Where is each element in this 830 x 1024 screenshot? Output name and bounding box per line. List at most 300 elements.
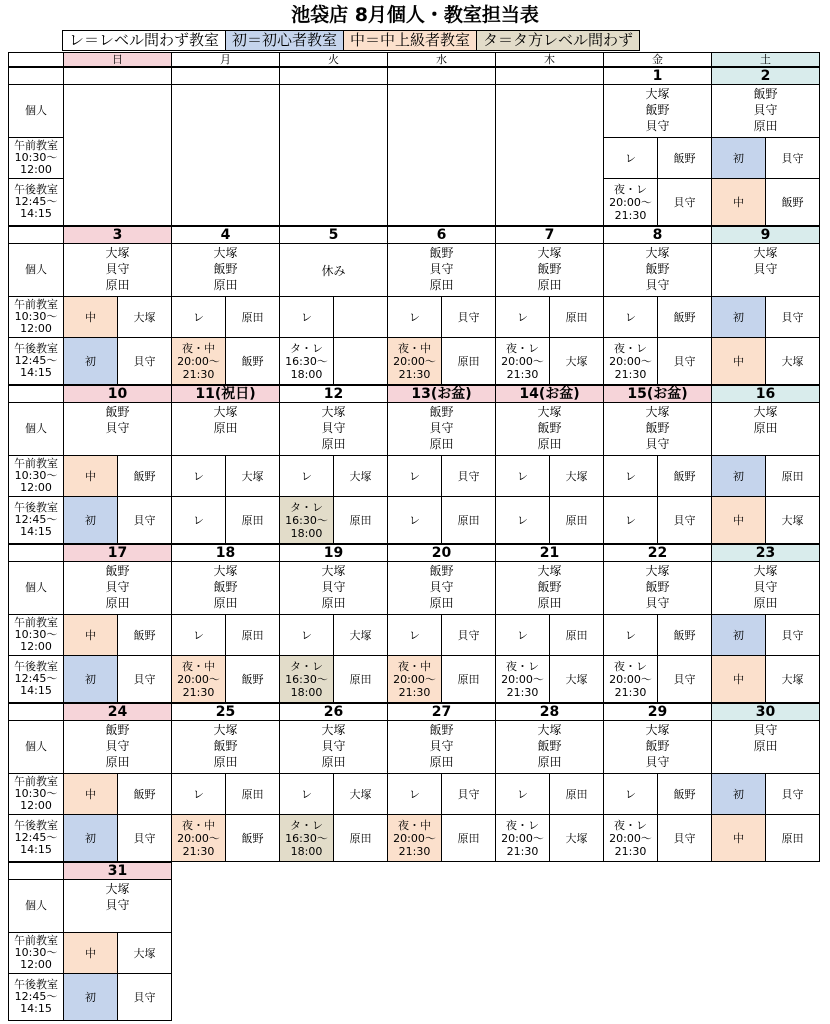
afternoon-label-line: 12:45～ bbox=[14, 195, 58, 208]
staff-name: 原田 bbox=[213, 421, 238, 435]
morning-class-code: レ bbox=[603, 296, 658, 338]
afternoon-class-code: タ・レ 16:30～ 18:00 bbox=[279, 814, 334, 862]
empty-day bbox=[171, 84, 280, 226]
afternoon-class-code: 初 bbox=[63, 655, 118, 703]
date-number: 16 bbox=[711, 384, 820, 403]
afternoon-class-code: 夜・レ 20:00～ 21:30 bbox=[603, 178, 658, 226]
staff-name: 貝守 bbox=[645, 755, 670, 769]
morning-class-code: レ bbox=[495, 296, 550, 338]
individual-staff bbox=[171, 243, 280, 297]
afternoon-class-staff: 貝守 bbox=[117, 973, 172, 1021]
morning-class-staff: 飯野 bbox=[657, 614, 712, 656]
date-label-blank bbox=[8, 225, 64, 244]
date-number: 20 bbox=[387, 543, 496, 562]
row-label-afternoon bbox=[8, 973, 64, 1021]
individual-staff bbox=[279, 243, 388, 297]
morning-label-line: 午前教室 bbox=[14, 457, 58, 470]
morning-label-line: 12:00 bbox=[20, 163, 52, 176]
individual-staff bbox=[171, 402, 280, 456]
afternoon-class-staff: 貝守 bbox=[117, 337, 172, 385]
row-label-afternoon bbox=[8, 496, 64, 544]
morning-class-code: 中 bbox=[63, 932, 118, 974]
empty-date bbox=[171, 66, 280, 85]
morning-class-code: レ bbox=[603, 455, 658, 497]
date-number: 11(祝日) bbox=[171, 384, 280, 403]
staff-name: 原田 bbox=[753, 596, 778, 610]
staff-name: 貝守 bbox=[321, 739, 346, 753]
date-number: 30 bbox=[711, 702, 820, 721]
afternoon-class-staff: 貝守 bbox=[117, 814, 172, 862]
morning-class-staff: 大塚 bbox=[549, 455, 604, 497]
date-number: 18 bbox=[171, 543, 280, 562]
staff-name: 貝守 bbox=[753, 103, 778, 117]
afternoon-class-staff bbox=[333, 337, 388, 385]
morning-class-code: レ bbox=[603, 773, 658, 815]
row-label-individual: 個人 bbox=[8, 402, 64, 456]
afternoon-class-staff: 飯野 bbox=[765, 178, 820, 226]
afternoon-class-staff: 大塚 bbox=[765, 337, 820, 385]
afternoon-class-staff: 大塚 bbox=[765, 655, 820, 703]
staff-name: 原田 bbox=[537, 755, 562, 769]
afternoon-class-code: 夜・中 20:00～ 21:30 bbox=[387, 337, 442, 385]
row-label-afternoon bbox=[8, 814, 64, 862]
morning-class-staff bbox=[333, 296, 388, 338]
individual-staff bbox=[495, 720, 604, 774]
afternoon-label-line: 14:15 bbox=[20, 366, 52, 379]
row-label-morning bbox=[8, 296, 64, 338]
morning-class-staff: 貝守 bbox=[441, 773, 496, 815]
afternoon-class-staff: 原田 bbox=[333, 655, 388, 703]
individual-staff bbox=[63, 402, 172, 456]
staff-name: 貝守 bbox=[753, 580, 778, 594]
individual-staff bbox=[171, 720, 280, 774]
date-number: 19 bbox=[279, 543, 388, 562]
morning-label-line: 10:30～ bbox=[14, 787, 58, 800]
staff-name: 飯野 bbox=[645, 103, 670, 117]
staff-name: 原田 bbox=[429, 596, 454, 610]
individual-staff bbox=[387, 243, 496, 297]
afternoon-label-line: 午後教室 bbox=[14, 342, 58, 355]
date-number: 10 bbox=[63, 384, 172, 403]
date-number: 5 bbox=[279, 225, 388, 244]
staff-name: 貝守 bbox=[105, 739, 130, 753]
week-separator bbox=[8, 384, 820, 386]
morning-class-staff: 原田 bbox=[225, 614, 280, 656]
morning-class-staff: 飯野 bbox=[657, 773, 712, 815]
staff-name: 休み bbox=[321, 263, 346, 278]
weekday-header-0: 日 bbox=[63, 52, 172, 67]
morning-class-staff: 飯野 bbox=[117, 455, 172, 497]
staff-name: 飯野 bbox=[753, 87, 778, 101]
individual-staff bbox=[63, 879, 172, 933]
row-label-morning bbox=[8, 932, 64, 974]
morning-class-code: 初 bbox=[711, 137, 766, 179]
row-label-individual: 個人 bbox=[8, 243, 64, 297]
staff-name: 原田 bbox=[321, 596, 346, 610]
legend-intermediate: 中＝中上級者教室 bbox=[343, 30, 477, 51]
morning-label-line: 午前教室 bbox=[14, 139, 58, 152]
morning-class-staff: 飯野 bbox=[657, 137, 712, 179]
afternoon-label-line: 12:45～ bbox=[14, 990, 58, 1003]
date-number: 24 bbox=[63, 702, 172, 721]
staff-name: 大塚 bbox=[213, 723, 238, 737]
morning-label-line: 10:30～ bbox=[14, 151, 58, 164]
row-label-afternoon bbox=[8, 337, 64, 385]
morning-class-code: 中 bbox=[63, 296, 118, 338]
staff-name: 大塚 bbox=[537, 564, 562, 578]
staff-name: 大塚 bbox=[321, 405, 346, 419]
morning-label-line: 12:00 bbox=[20, 640, 52, 653]
staff-name: 貝守 bbox=[321, 580, 346, 594]
morning-class-code: 中 bbox=[63, 773, 118, 815]
date-number: 26 bbox=[279, 702, 388, 721]
staff-name: 飯野 bbox=[537, 421, 562, 435]
afternoon-label-line: 12:45～ bbox=[14, 513, 58, 526]
staff-name: 原田 bbox=[429, 437, 454, 451]
morning-class-code: レ bbox=[279, 455, 334, 497]
individual-staff bbox=[63, 720, 172, 774]
morning-label-line: 10:30～ bbox=[14, 628, 58, 641]
morning-class-staff: 貝守 bbox=[441, 455, 496, 497]
afternoon-class-code: 夜・レ 20:00～ 21:30 bbox=[603, 655, 658, 703]
afternoon-class-staff: 原田 bbox=[441, 814, 496, 862]
afternoon-class-code: 夜・中 20:00～ 21:30 bbox=[387, 814, 442, 862]
individual-staff bbox=[387, 720, 496, 774]
staff-name: 貝守 bbox=[645, 437, 670, 451]
staff-name: 原田 bbox=[105, 755, 130, 769]
date-number: 15(お盆) bbox=[603, 384, 712, 403]
morning-class-code: レ bbox=[387, 455, 442, 497]
staff-name: 飯野 bbox=[429, 246, 454, 260]
individual-staff bbox=[603, 561, 712, 615]
staff-name: 飯野 bbox=[537, 580, 562, 594]
staff-name: 原田 bbox=[213, 596, 238, 610]
individual-staff bbox=[603, 84, 712, 138]
staff-name: 大塚 bbox=[105, 882, 130, 896]
morning-class-staff: 貝守 bbox=[765, 296, 820, 338]
afternoon-class-code: 初 bbox=[63, 973, 118, 1021]
afternoon-class-code: 夜・レ 20:00～ 21:30 bbox=[603, 337, 658, 385]
staff-name: 大塚 bbox=[213, 564, 238, 578]
empty-date bbox=[279, 66, 388, 85]
weekday-header-5: 金 bbox=[603, 52, 712, 67]
morning-class-staff: 原田 bbox=[225, 773, 280, 815]
staff-name: 大塚 bbox=[321, 564, 346, 578]
empty-date bbox=[63, 66, 172, 85]
afternoon-class-code: 夜・中 20:00～ 21:30 bbox=[171, 337, 226, 385]
morning-class-code: 中 bbox=[63, 614, 118, 656]
morning-class-code: レ bbox=[495, 614, 550, 656]
morning-class-code: 初 bbox=[711, 614, 766, 656]
afternoon-class-staff: 原田 bbox=[549, 496, 604, 544]
date-label-blank bbox=[8, 66, 64, 85]
staff-name: 貝守 bbox=[645, 596, 670, 610]
individual-staff bbox=[63, 243, 172, 297]
staff-name: 飯野 bbox=[537, 262, 562, 276]
date-label-blank bbox=[8, 702, 64, 721]
afternoon-class-staff: 貝守 bbox=[657, 337, 712, 385]
row-label-individual: 個人 bbox=[8, 561, 64, 615]
staff-name: 原田 bbox=[537, 596, 562, 610]
staff-name: 原田 bbox=[429, 278, 454, 292]
afternoon-class-code: 初 bbox=[63, 814, 118, 862]
empty-day bbox=[279, 84, 388, 226]
morning-class-staff: 原田 bbox=[549, 614, 604, 656]
morning-class-code: レ bbox=[171, 614, 226, 656]
date-label-blank bbox=[8, 543, 64, 562]
morning-class-code: レ bbox=[495, 773, 550, 815]
morning-class-code: レ bbox=[279, 773, 334, 815]
afternoon-class-staff: 貝守 bbox=[117, 496, 172, 544]
schedule-grid bbox=[8, 52, 823, 1018]
date-number: 4 bbox=[171, 225, 280, 244]
staff-name: 飯野 bbox=[429, 405, 454, 419]
morning-class-staff: 貝守 bbox=[765, 137, 820, 179]
individual-staff bbox=[279, 720, 388, 774]
afternoon-label-line: 12:45～ bbox=[14, 831, 58, 844]
row-label-afternoon bbox=[8, 178, 64, 226]
date-number: 12 bbox=[279, 384, 388, 403]
date-number: 29 bbox=[603, 702, 712, 721]
date-number: 23 bbox=[711, 543, 820, 562]
staff-name: 原田 bbox=[537, 278, 562, 292]
afternoon-class-staff: 貝守 bbox=[657, 178, 712, 226]
date-number: 22 bbox=[603, 543, 712, 562]
afternoon-class-code: 夜・レ 20:00～ 21:30 bbox=[603, 814, 658, 862]
weekday-header-1: 月 bbox=[171, 52, 280, 67]
afternoon-label-line: 14:15 bbox=[20, 843, 52, 856]
afternoon-class-code: レ bbox=[495, 496, 550, 544]
staff-name: 原田 bbox=[321, 755, 346, 769]
morning-label-line: 午前教室 bbox=[14, 934, 58, 947]
morning-class-code: レ bbox=[171, 773, 226, 815]
date-number: 17 bbox=[63, 543, 172, 562]
morning-class-staff: 貝守 bbox=[765, 773, 820, 815]
morning-class-code: レ bbox=[603, 137, 658, 179]
empty-day bbox=[63, 84, 172, 226]
afternoon-class-staff: 貝守 bbox=[657, 814, 712, 862]
row-label-morning bbox=[8, 773, 64, 815]
date-number: 3 bbox=[63, 225, 172, 244]
morning-class-code: レ bbox=[279, 614, 334, 656]
afternoon-label-line: 12:45～ bbox=[14, 354, 58, 367]
staff-name: 飯野 bbox=[429, 723, 454, 737]
staff-name: 貝守 bbox=[105, 421, 130, 435]
staff-name: 飯野 bbox=[645, 739, 670, 753]
afternoon-class-code: タ・レ 16:30～ 18:00 bbox=[279, 496, 334, 544]
weekday-label-corner bbox=[8, 52, 64, 67]
individual-staff bbox=[603, 402, 712, 456]
afternoon-class-staff: 大塚 bbox=[549, 655, 604, 703]
week-separator bbox=[8, 861, 172, 863]
staff-name: 原田 bbox=[213, 755, 238, 769]
individual-staff bbox=[603, 720, 712, 774]
empty-day bbox=[495, 84, 604, 226]
afternoon-class-code: 夜・中 20:00～ 21:30 bbox=[387, 655, 442, 703]
staff-name: 貝守 bbox=[753, 262, 778, 276]
staff-name: 大塚 bbox=[105, 246, 130, 260]
individual-staff bbox=[279, 561, 388, 615]
morning-class-code: 初 bbox=[711, 773, 766, 815]
legend-beginner: 初＝初心者教室 bbox=[225, 30, 344, 51]
row-label-morning bbox=[8, 137, 64, 179]
date-number: 28 bbox=[495, 702, 604, 721]
staff-name: 大塚 bbox=[213, 405, 238, 419]
staff-name: 飯野 bbox=[213, 580, 238, 594]
row-label-individual: 個人 bbox=[8, 720, 64, 774]
morning-class-code: レ bbox=[387, 773, 442, 815]
staff-name: 貝守 bbox=[429, 262, 454, 276]
staff-name: 大塚 bbox=[213, 246, 238, 260]
morning-class-staff: 原田 bbox=[549, 296, 604, 338]
afternoon-class-staff: 貝守 bbox=[117, 655, 172, 703]
legend-level-free: レ＝レベル問わず教室 bbox=[62, 30, 226, 51]
morning-class-code: レ bbox=[603, 614, 658, 656]
morning-class-staff: 貝守 bbox=[765, 614, 820, 656]
morning-class-code: レ bbox=[387, 614, 442, 656]
empty-date bbox=[495, 66, 604, 85]
date-number: 1 bbox=[603, 66, 712, 85]
afternoon-class-code: レ bbox=[171, 496, 226, 544]
afternoon-class-code: 中 bbox=[711, 814, 766, 862]
morning-class-code: 中 bbox=[63, 455, 118, 497]
empty-date bbox=[387, 66, 496, 85]
morning-class-staff: 貝守 bbox=[441, 614, 496, 656]
afternoon-class-code: レ bbox=[387, 496, 442, 544]
staff-name: 飯野 bbox=[645, 580, 670, 594]
date-number: 6 bbox=[387, 225, 496, 244]
date-number: 14(お盆) bbox=[495, 384, 604, 403]
afternoon-class-code: 中 bbox=[711, 496, 766, 544]
afternoon-label-line: 午後教室 bbox=[14, 978, 58, 991]
afternoon-class-code: 初 bbox=[63, 337, 118, 385]
individual-staff bbox=[495, 561, 604, 615]
morning-class-staff: 原田 bbox=[765, 455, 820, 497]
staff-name: 飯野 bbox=[105, 564, 130, 578]
individual-staff bbox=[711, 561, 820, 615]
staff-name: 貝守 bbox=[321, 421, 346, 435]
date-number: 2 bbox=[711, 66, 820, 85]
staff-name: 原田 bbox=[105, 278, 130, 292]
weekday-header-2: 火 bbox=[279, 52, 388, 67]
staff-name: 大塚 bbox=[537, 723, 562, 737]
weekday-header-6: 土 bbox=[711, 52, 820, 67]
afternoon-class-staff: 貝守 bbox=[657, 655, 712, 703]
morning-class-staff: 原田 bbox=[225, 296, 280, 338]
row-label-morning bbox=[8, 455, 64, 497]
staff-name: 大塚 bbox=[645, 405, 670, 419]
afternoon-class-code: 夜・中 20:00～ 21:30 bbox=[171, 655, 226, 703]
staff-name: 原田 bbox=[753, 421, 778, 435]
afternoon-label-line: 14:15 bbox=[20, 1002, 52, 1015]
individual-staff bbox=[711, 720, 820, 774]
morning-label-line: 10:30～ bbox=[14, 310, 58, 323]
individual-staff bbox=[279, 402, 388, 456]
date-number: 31 bbox=[63, 861, 172, 880]
staff-name: 大塚 bbox=[645, 246, 670, 260]
afternoon-class-staff: 飯野 bbox=[225, 655, 280, 703]
afternoon-class-staff: 原田 bbox=[225, 496, 280, 544]
staff-name: 原田 bbox=[321, 437, 346, 451]
date-number: 25 bbox=[171, 702, 280, 721]
staff-name: 原田 bbox=[105, 596, 130, 610]
staff-name: 貝守 bbox=[105, 580, 130, 594]
morning-class-staff: 飯野 bbox=[657, 296, 712, 338]
date-number: 7 bbox=[495, 225, 604, 244]
staff-name: 貝守 bbox=[429, 421, 454, 435]
morning-class-staff: 大塚 bbox=[117, 932, 172, 974]
morning-class-staff: 大塚 bbox=[225, 455, 280, 497]
staff-name: 飯野 bbox=[213, 739, 238, 753]
staff-name: 貝守 bbox=[429, 739, 454, 753]
afternoon-class-staff: 原田 bbox=[333, 814, 388, 862]
afternoon-class-staff: 飯野 bbox=[225, 814, 280, 862]
staff-name: 飯野 bbox=[429, 564, 454, 578]
afternoon-class-code: 中 bbox=[711, 337, 766, 385]
staff-name: 大塚 bbox=[753, 405, 778, 419]
morning-class-code: レ bbox=[495, 455, 550, 497]
afternoon-label-line: 14:15 bbox=[20, 684, 52, 697]
empty-day bbox=[387, 84, 496, 226]
row-label-individual: 個人 bbox=[8, 84, 64, 138]
week-separator bbox=[8, 543, 820, 545]
individual-staff bbox=[63, 561, 172, 615]
morning-label-line: 12:00 bbox=[20, 799, 52, 812]
individual-staff bbox=[711, 402, 820, 456]
individual-staff bbox=[387, 402, 496, 456]
staff-name: 貝守 bbox=[105, 262, 130, 276]
morning-label-line: 12:00 bbox=[20, 958, 52, 971]
staff-name: 貝守 bbox=[105, 898, 130, 912]
staff-name: 大塚 bbox=[537, 405, 562, 419]
afternoon-class-staff: 大塚 bbox=[549, 337, 604, 385]
individual-staff bbox=[711, 243, 820, 297]
afternoon-class-code: レ bbox=[603, 496, 658, 544]
morning-class-staff: 飯野 bbox=[117, 614, 172, 656]
staff-name: 大塚 bbox=[645, 87, 670, 101]
row-label-individual: 個人 bbox=[8, 879, 64, 933]
afternoon-class-staff: 原田 bbox=[441, 655, 496, 703]
morning-class-code: レ bbox=[171, 455, 226, 497]
afternoon-class-code: 中 bbox=[711, 655, 766, 703]
staff-name: 原田 bbox=[537, 437, 562, 451]
afternoon-class-code: 夜・レ 20:00～ 21:30 bbox=[495, 655, 550, 703]
staff-name: 原田 bbox=[429, 755, 454, 769]
afternoon-class-code: 初 bbox=[63, 496, 118, 544]
afternoon-label-line: 14:15 bbox=[20, 207, 52, 220]
date-number: 9 bbox=[711, 225, 820, 244]
individual-staff bbox=[711, 84, 820, 138]
afternoon-class-staff: 貝守 bbox=[657, 496, 712, 544]
afternoon-label-line: 14:15 bbox=[20, 525, 52, 538]
afternoon-class-staff: 原田 bbox=[765, 814, 820, 862]
morning-class-staff: 大塚 bbox=[333, 773, 388, 815]
staff-name: 貝守 bbox=[429, 580, 454, 594]
staff-name: 飯野 bbox=[537, 739, 562, 753]
afternoon-class-staff: 原田 bbox=[441, 337, 496, 385]
individual-staff bbox=[495, 243, 604, 297]
date-number: 21 bbox=[495, 543, 604, 562]
afternoon-label-line: 午後教室 bbox=[14, 819, 58, 832]
morning-class-staff: 大塚 bbox=[333, 614, 388, 656]
afternoon-class-code: 夜・レ 20:00～ 21:30 bbox=[495, 814, 550, 862]
morning-class-code: レ bbox=[279, 296, 334, 338]
week-separator bbox=[8, 66, 820, 68]
staff-name: 飯野 bbox=[645, 421, 670, 435]
week-separator bbox=[8, 225, 820, 227]
morning-label-line: 12:00 bbox=[20, 322, 52, 335]
morning-label-line: 午前教室 bbox=[14, 775, 58, 788]
